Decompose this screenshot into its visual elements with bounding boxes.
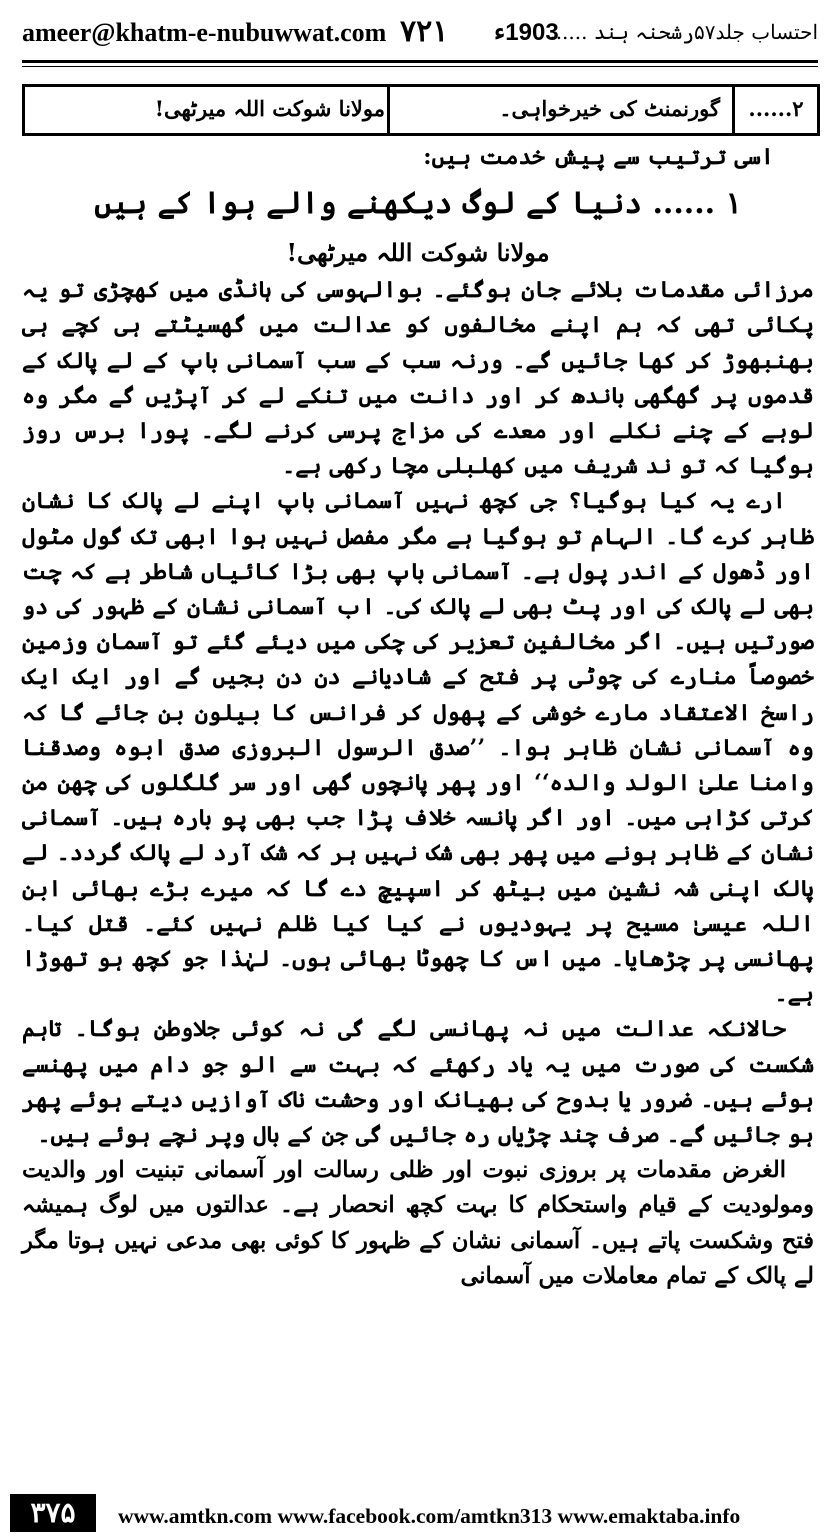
contents-table-row <box>22 84 820 136</box>
page-header <box>22 14 818 54</box>
paragraph: ارے یہ کیا ہوگیا؟ جی کچھ نہیں آسمانی باپ اپنے لے پالک کا نشان ظاہر کرے گا۔ الہام تو ہوگیا ہے مگر مفصل نہیں ہوا ابھی تک گول مٹول اور ڈھول کے اندر پول ہے۔ آسمانی باپ بھی بڑا کائیاں شاطر ہے کہ چت بھی لے پالک کی اور پٹ بھی لے پالک کی۔ اب آسمانی نشان کے ظہور کی دو صورتیں ہیں۔ اگر مخالفین تعزیر کی چکی میں دیئے گئے تو آسمان وزمین خصوصاً منارے کی چوٹی پر فتح کے شادیانے دن دن بجیں گے اور ایک ایک راسخ الاعتقاد مارے خوشی کے پھول کر فرانس کا بیلون بن جائے گا کہ وہ آسمانی نشان ظاہر ہوا۔ ’’صدق الرسول البروزی صدق ابوہ وصدقنا وامنا علیٰ الولد والدہ‘‘ اور پھر پانچوں گھی اور سر گلگلوں کی چھن من کرتی کڑاہی میں۔ اور اگر پانسہ خلاف پڑا جب بھی پو بارہ ہیں۔ آسمانی نشان کے ظاہر ہونے میں پھر بھی شک نہیں ہر کہ شک آرد لے پالک گردد۔ لے پالک اپنی شہ نشین میں بیٹھ کر اسپیچ دے گا کہ میرے بڑے بھائی ابن اللہ عیسیٰ مسیح پر یہودیوں نے کیا کیا ظلم نہیں کئے۔ قتل کیا۔ پھانسی پر چڑھایا۔ میں اس کا چھوٹا بھائی ہوں۔ لہٰذا جو کچھ ہو تھوڑا ہے۔ <box>22 488 814 1008</box>
header-volume: احتساب جلد۵۷رشحنہ ہند ...... <box>549 20 818 44</box>
paragraph: حالانکہ عدالت میں نہ پھانسی لگے گی نہ کوئی جلاوطن ہوگا۔ تاہم شکست کی صورت میں یہ یاد رکھئے کہ بہت سے الو جو دام میں پھنسے ہوئے ہیں۔ ضرور یا بدوح کی بھیانک اور وحشت ناک آوازیں دیتے ہوئے پھر ہو جائیں گے۔ صرف چند چڑیاں رہ جائیں گی جن کے بال وپر نچے ہوئے ہیں۔ <box>22 1016 814 1149</box>
footer-page-number: ۳۷۵ <box>10 1494 96 1532</box>
article-body <box>22 140 814 1294</box>
article-heading: ۱ ...... دنیا کے لوگ دیکھنے والے ہوا کے ہیں <box>94 186 742 222</box>
paragraph: الغرض مقدمات پر بروزی نبوت اور ظلی رسالت اور آسمانی تبنیت اور والدیت ومولودیت کے قیام واستحکام کا بہت کچھ انحصار ہے۔ عدالتوں میں لوگ ہمیشہ فتح وشکست پاتے ہیں۔ آسمانی نشان کے ظہور کا کوئی بھی مدعی نہیں ہوتا مگر لے پالک کے تمام معاملات میں آسمانی <box>22 1157 814 1289</box>
article-author: مولانا شوکت اللہ میرٹھی! <box>286 238 550 268</box>
intro-line: اسی ترتیب سے پیش خدمت ہیں: <box>423 144 774 170</box>
page-footer <box>0 1490 840 1540</box>
header-rule-top <box>22 60 818 63</box>
contents-author: مولانا شوکت اللہ میرٹھی! <box>154 96 385 121</box>
contents-title: گورنمنٹ کی خیرخواہی۔ <box>387 87 732 133</box>
header-email: ameer@khatm-e-nubuwwat.com <box>22 18 387 47</box>
header-year: 1903ء <box>494 19 559 46</box>
paragraph: مرزائی مقدمات بلائے جان ہوگئے۔ بوالہوسی کی ہانڈی میں کھچڑی تو یہ پکائی تھی کہ ہم اپنے مخالفوں کو عدالت میں گھسیٹتے ہی کچے ہی بھنبھوڑ کر کھا جائیں گے۔ ورنہ سب کے سب آسمانی باپ کے لے پالک کے قدموں پر گھگھی باندھ کر اور دانت میں تنکے لے کر آپڑیں گے مگر وہ لوہے کے چنے نکلے اور معدے کی مزاج پرسی کرنے لگے۔ پورا برس روز ہوگیا کہ تو ند شریف میں کھلبلی مچا رکھی ہے۔ <box>22 277 814 480</box>
footer-links: www.amtkn.com www.facebook.com/amtkn313 www.emaktaba.info <box>118 1504 741 1528</box>
contents-number: ۲...... <box>732 87 817 133</box>
header-page-number: ۷۲۱ <box>400 14 449 49</box>
header-rule-bottom <box>22 66 818 67</box>
